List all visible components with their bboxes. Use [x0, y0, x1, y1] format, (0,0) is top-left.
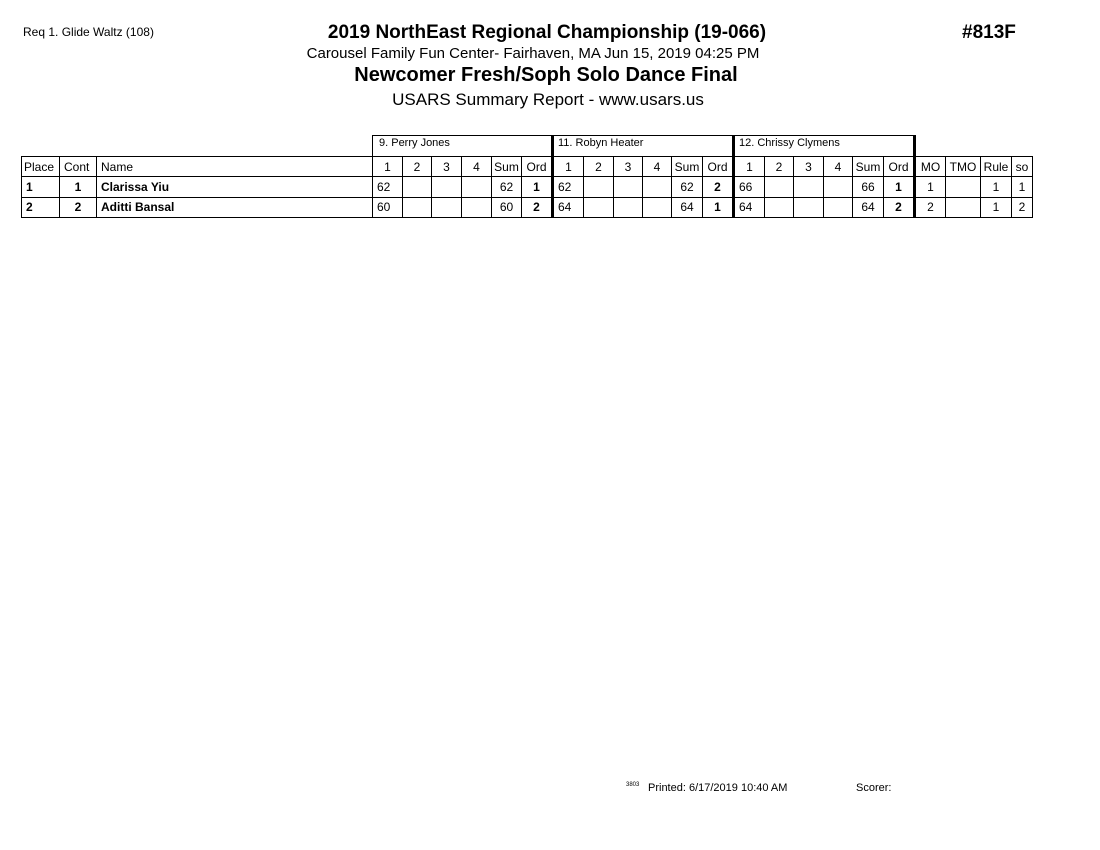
row-cont: 1 [74, 180, 82, 194]
col-header-score: 1 [565, 160, 572, 174]
col-header-score: 3 [624, 160, 632, 174]
col-header-name: Name [101, 160, 134, 174]
col-line-left [21, 156, 22, 218]
row-score: 64 [558, 200, 572, 214]
location-date: Carousel Family Fun Center- Fairhaven, MA Jun 15, 2019 04:25 PM [306, 45, 760, 62]
col-header-cont: Cont [64, 160, 90, 174]
judge-name: 12. Chrissy Clymens [739, 137, 840, 149]
row-sum: 64 [861, 200, 875, 214]
row-ord: 2 [533, 200, 540, 214]
row-sum: 60 [499, 200, 514, 214]
row-cont: 2 [74, 200, 82, 214]
row-place: 1 [26, 180, 33, 194]
row-mo: 2 [927, 200, 934, 214]
row-so: 1 [1018, 180, 1026, 194]
row-ord: 2 [714, 180, 721, 194]
row-name: Aditti Bansal [101, 200, 175, 214]
row-score: 64 [739, 200, 753, 214]
event-name: Newcomer Fresh/Soph Solo Dance Final [354, 64, 738, 86]
row-sum: 66 [861, 180, 875, 194]
row-score: 62 [558, 180, 572, 194]
footer-code: 3803 [626, 782, 640, 788]
judge-name: 11. Robyn Heater [558, 137, 644, 149]
col-line-right [1032, 156, 1033, 218]
row-so: 2 [1018, 200, 1026, 214]
row-rule: 1 [992, 180, 1000, 194]
row-tmo [946, 178, 980, 197]
row-score: 60 [377, 200, 391, 214]
event-number: #813F [962, 22, 1016, 43]
request-label: Req 1. Glide Waltz (108) [23, 25, 154, 39]
scorer-label: Scorer: [856, 782, 892, 794]
col-header-score: 1 [746, 160, 753, 174]
col-header-score: 2 [413, 160, 421, 174]
row-place: 2 [26, 200, 33, 214]
row-ord: 1 [714, 200, 721, 214]
row-ord: 1 [533, 180, 540, 194]
col-header-score: 1 [384, 160, 391, 174]
table-top-line [21, 156, 1033, 157]
col-header-mo: MO [920, 160, 941, 174]
col-header-score: 3 [805, 160, 812, 174]
col-header-tmo: TMO [949, 160, 977, 174]
col-header-score: 3 [443, 160, 450, 174]
page-title: 2019 NorthEast Regional Championship (19-066) [327, 22, 767, 43]
col-header-score: 2 [595, 160, 602, 174]
col-header-score: 4 [653, 160, 661, 174]
col-header-sum: Sum [494, 160, 519, 174]
row-tmo [946, 198, 980, 217]
col-header-place: Place [24, 160, 55, 174]
col-line-cont [96, 156, 97, 218]
row-sum: 62 [499, 180, 514, 194]
col-header-ord: Ord [888, 160, 909, 174]
judge-name: 9. Perry Jones [379, 137, 450, 149]
row-mo: 1 [927, 180, 934, 194]
row-name: Clarissa Yiu [101, 180, 170, 194]
row-sum: 62 [680, 180, 694, 194]
row-ord: 1 [895, 180, 902, 194]
row-rule: 1 [992, 200, 1000, 214]
col-header-ord: Ord [707, 160, 728, 174]
results-table [21, 135, 1033, 218]
table-bottom-line [21, 217, 1033, 218]
row-sum: 64 [680, 200, 694, 214]
col-header-score: 4 [834, 160, 842, 174]
col-header-rule: Rule [983, 160, 1009, 174]
col-header-so: so [1015, 160, 1029, 174]
col-header-score: 4 [473, 160, 480, 174]
col-header-sum: Sum [674, 160, 700, 174]
row-ord: 2 [895, 200, 902, 214]
report-title: USARS Summary Report - www.usars.us [392, 90, 704, 109]
col-header-sum: Sum [855, 160, 881, 174]
row-score: 62 [377, 180, 391, 194]
col-header-ord: Ord [526, 160, 547, 174]
col-header-score: 2 [775, 160, 783, 174]
row-score: 66 [739, 180, 753, 194]
printed-timestamp: Printed: 6/17/2019 10:40 AM [648, 782, 788, 794]
